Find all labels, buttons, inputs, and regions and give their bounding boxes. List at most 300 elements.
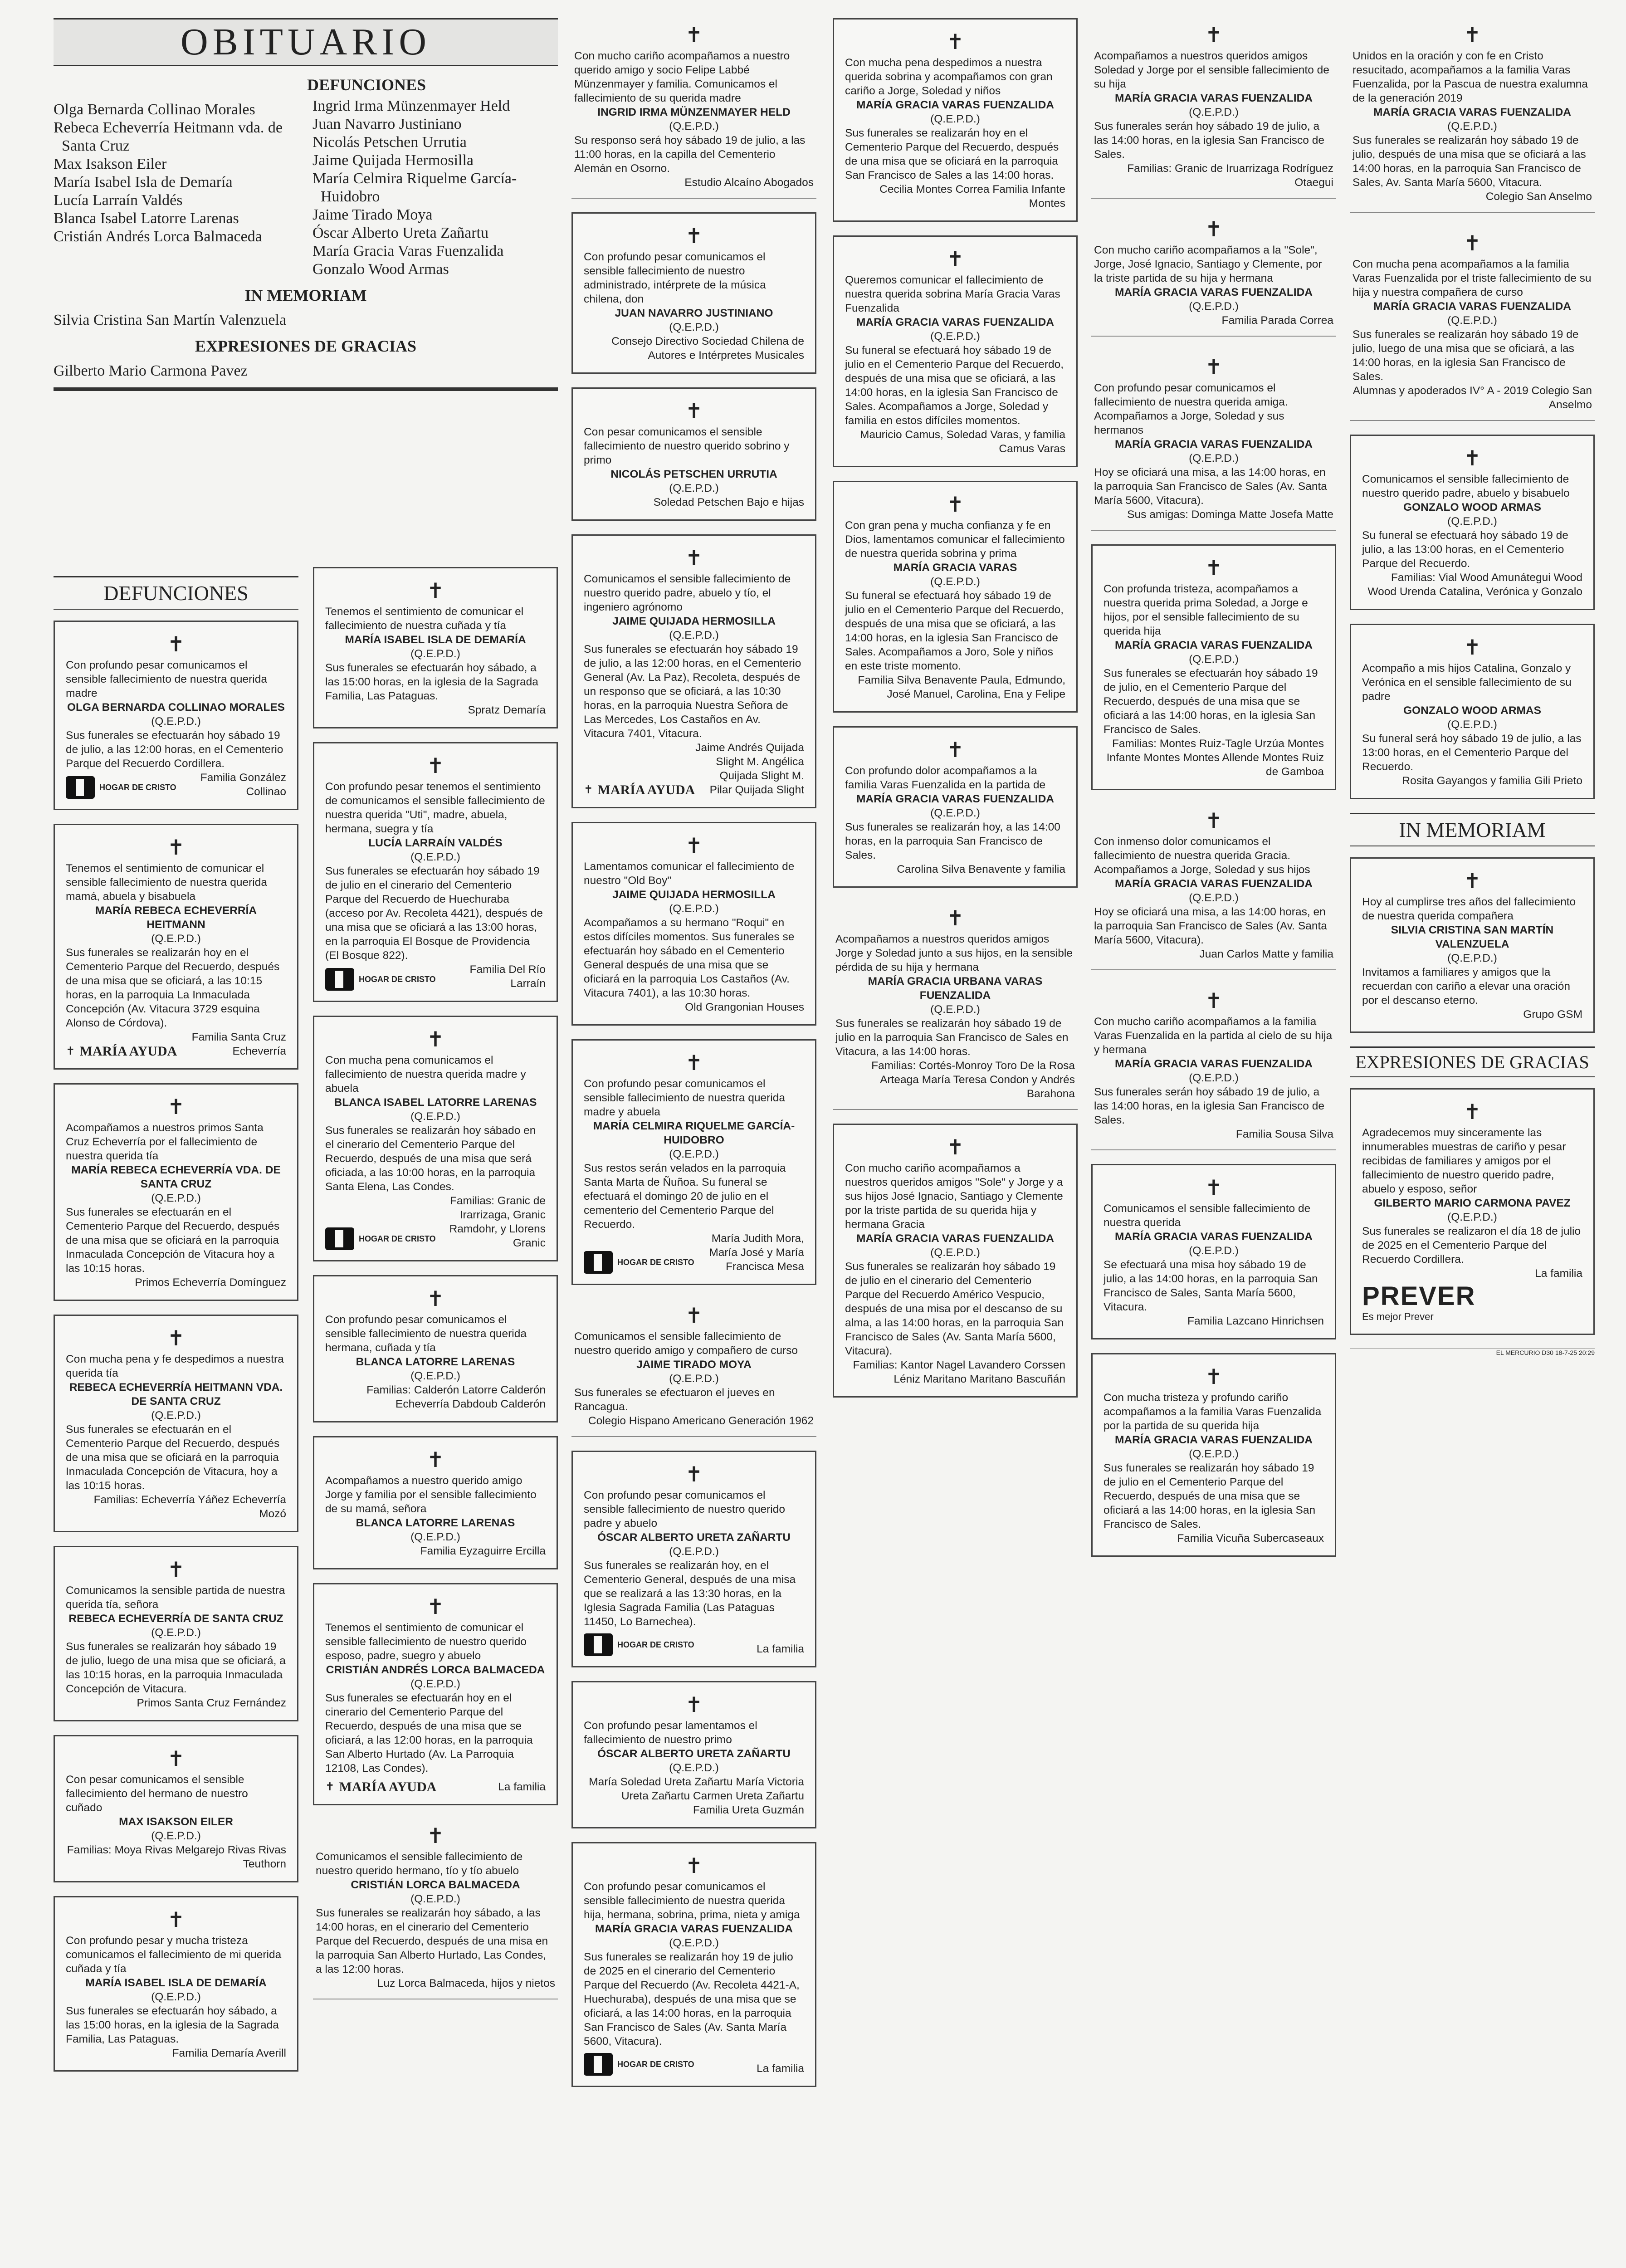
notice-intro: Comunicamos el sensible fallecimiento de nuestro querido hermano, tío y tío abuelo bbox=[316, 1851, 523, 1877]
notice-intro: Con mucha pena acompañamos a la familia Varas Fuenzalida por el triste fallecimiento de su hija y nuestra compañera de curso bbox=[1353, 258, 1592, 298]
hogar-de-cristo-icon bbox=[584, 2053, 613, 2076]
notice-signature: La familia bbox=[1535, 1267, 1582, 1280]
index-item: Gonzalo Wood Armas bbox=[313, 261, 449, 278]
notice-intro: Con mucha pena comunicamos el fallecimiento de nuestra querida madre y abuela bbox=[325, 1054, 526, 1095]
memoriam-notice bbox=[1350, 857, 1595, 1033]
obituary-notice bbox=[1091, 804, 1336, 970]
maria-ayuda-logo bbox=[325, 1780, 436, 1794]
cross-icon: ✝ bbox=[1463, 635, 1481, 660]
index-memoriam-list bbox=[54, 311, 558, 329]
notice-intro: Con gran pena y mucha confianza y fe en Dios, lamentamos comunicar el fallecimiento de nuestra querida sobrina y prima bbox=[845, 519, 1065, 560]
notice-qepd: (Q.E.P.D.) bbox=[1189, 653, 1239, 665]
cross-icon: ✝ bbox=[946, 738, 964, 762]
notice-signature: Familia Eyzaguirre Ercilla bbox=[420, 1545, 546, 1557]
notice-footer bbox=[574, 1414, 814, 1428]
maria-ayuda-text: MARÍA AYUDA bbox=[339, 1779, 437, 1794]
notice-signature: María Judith Mora, María José y María Francisca Mesa bbox=[709, 1232, 804, 1273]
notice-intro: Con profunda tristeza, acompañamos a nuestra querida prima Soledad, a Jorge e hijos, por el sensible fallecimiento de su querida hija bbox=[1104, 583, 1308, 637]
maria-ayuda-cross-icon: ✝ bbox=[66, 1045, 75, 1057]
notice-signature: Familia Demaría Averill bbox=[172, 2047, 286, 2059]
notice-name: MARÍA GRACIA VARAS FUENZALIDA bbox=[1115, 878, 1313, 890]
section-heading-memoriam: IN MEMORIAM bbox=[1350, 813, 1595, 846]
cross-icon: ✝ bbox=[167, 1746, 185, 1771]
notice-signature: Familia Silva Benavente Paula, Edmundo, José Manuel, Carolina, Ena y Felipe bbox=[858, 674, 1065, 700]
hogar-de-cristo-logo bbox=[584, 1251, 694, 1274]
notice-footer bbox=[584, 1000, 804, 1014]
cross-icon: ✝ bbox=[1205, 23, 1223, 47]
notice-footer bbox=[1094, 1127, 1333, 1141]
notice-intro: Hoy al cumplirse tres años del fallecimiento de nuestra querida compañera bbox=[1362, 896, 1576, 922]
obituary-notice bbox=[833, 901, 1078, 1110]
notice-intro: Acompañamos a nuestros queridos amigos Jorge y Soledad junto a sus hijos, en la sensible pérdida de su hija y hermana bbox=[835, 933, 1073, 973]
column-1-notices bbox=[54, 621, 298, 2072]
notice-body: Se efectuará una misa hoy sábado 19 de julio, a las 14:00 horas, en la parroquia San Francisco de Sales, Santa María 5600, Vitacura. bbox=[1104, 1259, 1318, 1313]
notice-footer bbox=[835, 1059, 1075, 1101]
notice-qepd: (Q.E.P.D.) bbox=[1447, 1211, 1497, 1223]
index-item: Olga Bernarda Collinao Morales bbox=[54, 101, 255, 118]
notice-signature: Familia Vicuña Subercaseaux bbox=[1177, 1532, 1324, 1545]
notice-intro: Con profundo pesar y mucha tristeza comunicamos el fallecimiento de mi querida cuñada y tía bbox=[66, 1935, 282, 1975]
obituary-notice bbox=[571, 387, 816, 521]
notice-footer bbox=[845, 673, 1065, 701]
column-5 bbox=[1091, 18, 1336, 1570]
index-item: Lucía Larraín Valdés bbox=[54, 192, 183, 209]
notice-signature: María Soledad Ureta Zañartu María Victoria Ureta Zañartu Carmen Ureta Zañartu Familia Ureta Guzmán bbox=[589, 1776, 804, 1816]
cross-icon: ✝ bbox=[946, 1135, 964, 1159]
notice-intro: Con profundo pesar comunicamos el sensible fallecimiento de nuestro administrado, intérprete de la música chilena, don bbox=[584, 251, 766, 305]
footer-credit: EL MERCURIO D30 18-7-25 20:29 bbox=[1350, 1349, 1595, 1356]
notice-body: Sus funerales se realizarán hoy en el Cementerio Parque del Recuerdo, después de una misa que se oficiará en la parroquia San Francisco de Sales a las 14:00 horas. bbox=[845, 127, 1059, 181]
notice-footer bbox=[1094, 947, 1333, 961]
notice-body: Sus funerales se efectuarán hoy sábado 19 de julio, en el Cementerio Parque del Recuerdo, después de una misa que se oficiará a las 14:00 horas, en la iglesia San Francisco de Sales. bbox=[1104, 667, 1318, 736]
notice-name: MARÍA GRACIA VARAS FUENZALIDA bbox=[1115, 639, 1313, 651]
index-gracias-list bbox=[54, 362, 558, 380]
notice-signature: Familias: Kantor Nagel Lavandero Corssen Léniz Maritano Maritano Bascuñán bbox=[853, 1359, 1065, 1385]
notice-name: BLANCA LATORRE LARENAS bbox=[356, 1356, 515, 1368]
notice-intro: Comunicamos el sensible fallecimiento de nuestro querido padre, abuelo y tío, el ingeniero agrónomo bbox=[584, 573, 791, 613]
notice-intro: Con mucho cariño acompañamos a nuestros queridos amigos "Sole" y Jorge y a sus hijos José Ignacio, Santiago y Clemente por la triste partida de su querida hija y hermana Gracia bbox=[845, 1162, 1063, 1231]
cross-icon: ✝ bbox=[685, 833, 703, 858]
notice-name: MARÍA GRACIA VARAS FUENZALIDA bbox=[1373, 300, 1571, 313]
obituary-notice bbox=[54, 1083, 298, 1301]
cross-icon: ✝ bbox=[426, 753, 444, 778]
notice-name: MARÍA REBECA ECHEVERRÍA VDA. DE SANTA CRUZ bbox=[71, 1164, 281, 1190]
index-item: María Celmira Riquelme García-Huidobro bbox=[313, 170, 517, 205]
notice-name: JAIME QUIJADA HERMOSILLA bbox=[612, 889, 776, 901]
cross-icon: ✝ bbox=[167, 1907, 185, 1932]
notice-name: MARÍA GRACIA VARAS FUENZALIDA bbox=[1115, 1231, 1313, 1243]
notice-intro: Con profundo pesar lamentamos el fallecimiento de nuestro primo bbox=[584, 1720, 757, 1746]
column-5-notices bbox=[1091, 18, 1336, 1557]
notice-name: MARÍA GRACIA URBANA VARAS FUENZALIDA bbox=[868, 975, 1043, 1002]
notice-body: Su funeral se efectuará hoy sábado 19 de julio en el Cementerio Parque del Recuerdo, después de una misa que se oficiará, a las 14:00 horas, en la iglesia San Francisco de Sales. Acompañamos a Jorge, Soledad y familia en estos difíciles momentos. bbox=[845, 344, 1064, 427]
notice-intro: Con profundo pesar comunicamos el sensible fallecimiento de nuestra querida hermana, cuñada y tía bbox=[325, 1314, 527, 1354]
notice-qepd: (Q.E.P.D.) bbox=[930, 330, 980, 342]
cross-icon: ✝ bbox=[946, 29, 964, 54]
notice-intro: Con profundo pesar tenemos el sentimiento de comunicamos el sensible fallecimiento de nuestra querida "Uti", madre, abuela, hermana, suegra y tía bbox=[325, 781, 545, 835]
notice-qepd: (Q.E.P.D.) bbox=[151, 715, 201, 728]
notice-intro: Lamentamos comunicar el fallecimiento de nuestro "Old Boy" bbox=[584, 860, 795, 887]
notice-footer bbox=[325, 1194, 546, 1250]
notice-intro: Comunicamos la sensible partida de nuestra querida tía, señora bbox=[66, 1584, 285, 1611]
notice-footer bbox=[584, 1232, 804, 1274]
obituary-notice bbox=[571, 822, 816, 1026]
cross-icon: ✝ bbox=[1463, 1100, 1481, 1124]
index-item: Jaime Quijada Hermosilla bbox=[313, 152, 474, 169]
notice-footer bbox=[325, 1383, 546, 1411]
notice-name: MARÍA GRACIA VARAS FUENZALIDA bbox=[1115, 1434, 1313, 1446]
page-title: OBITUARIO bbox=[181, 21, 431, 63]
notice-signature: Grupo GSM bbox=[1523, 1008, 1582, 1021]
notice-intro: Comunicamos el sensible fallecimiento de nuestro querido padre, abuelo y bisabuelo bbox=[1362, 473, 1570, 499]
hogar-de-cristo-logo bbox=[66, 776, 176, 799]
notice-signature: Familia Sousa Silva bbox=[1235, 1128, 1333, 1140]
notice-signature: Familias: Moya Rivas Melgarejo Rivas Rivas Teuthorn bbox=[67, 1844, 286, 1870]
notice-body: Sus funerales se realizarán hoy sábado 19 de julio, luego de una misa que se oficiará, a las 10:15 horas, en la parroquia Inmaculada Concepción de Vitacura. bbox=[66, 1641, 286, 1695]
notice-footer bbox=[1094, 313, 1333, 327]
cross-icon: ✝ bbox=[685, 1692, 703, 1717]
notice-qepd: (Q.E.P.D.) bbox=[410, 1370, 460, 1382]
notice-footer bbox=[325, 1544, 546, 1558]
notice-footer bbox=[1094, 508, 1333, 522]
obituary-notice bbox=[571, 212, 816, 374]
index-item: Silvia Cristina San Martín Valenzuela bbox=[54, 312, 287, 328]
notice-footer bbox=[845, 1358, 1065, 1386]
notice-qepd: (Q.E.P.D.) bbox=[151, 1192, 201, 1204]
index-item: María Isabel Isla de Demaría bbox=[54, 174, 233, 191]
obituary-notice bbox=[1091, 212, 1336, 337]
notice-name: CRISTIÁN ANDRÉS LORCA BALMACEDA bbox=[326, 1664, 545, 1676]
notice-name: SILVIA CRISTINA SAN MARTÍN VALENZUELA bbox=[1391, 924, 1554, 950]
obituary-notice bbox=[1091, 1164, 1336, 1339]
maria-ayuda-text: MARÍA AYUDA bbox=[79, 1044, 177, 1059]
notice-name: MARÍA REBECA ECHEVERRÍA HEITMANN bbox=[95, 904, 257, 931]
notice-body: Sus funerales se efectuarán hoy en el cinerario del Cementerio Parque del Recuerdo, después de una misa que se oficiará, a las 12:00 horas, en la parroquia San Alberto Hurtado (Av. La Parroquia 12108, Las Condes). bbox=[325, 1692, 533, 1774]
cross-icon: ✝ bbox=[1205, 1175, 1223, 1200]
notice-name: GONZALO WOOD ARMAS bbox=[1403, 501, 1541, 513]
index-item: Ingrid Irma Münzenmayer Held bbox=[313, 98, 510, 114]
notice-signature: Familias: Montes Ruiz-Tagle Urzúa Montes Infante Montes Montes Allende Montes Ruiz de Gamboa bbox=[1106, 738, 1324, 778]
section-heading-defunciones: DEFUNCIONES bbox=[54, 576, 298, 610]
notice-name: CRISTIÁN LORCA BALMACEDA bbox=[351, 1879, 520, 1891]
notice-body: Sus funerales se realizaron el día 18 de julio de 2025 en el Cementerio Parque del Recuerdo Cordillera. bbox=[1362, 1225, 1581, 1266]
prever-logo-text: PREVER bbox=[1362, 1281, 1476, 1311]
cross-icon: ✝ bbox=[685, 546, 703, 570]
column-6-notices bbox=[1350, 18, 1595, 799]
cross-icon: ✝ bbox=[685, 23, 703, 47]
hogar-de-cristo-text: HOGAR DE CRISTO bbox=[359, 975, 436, 984]
obituary-notice bbox=[1350, 226, 1595, 421]
notice-signature: Alumnas y apoderados IV° A - 2019 Colegio San Anselmo bbox=[1353, 385, 1592, 411]
index-item: Jaime Tirado Moya bbox=[313, 206, 433, 223]
notice-footer bbox=[1362, 571, 1582, 599]
obituary-notice bbox=[833, 481, 1078, 713]
hogar-de-cristo-icon bbox=[584, 1251, 613, 1274]
notice-intro: Con mucho cariño acompañamos a la familia Varas Fuenzalida en la partida al cielo de su hija y hermana bbox=[1094, 1016, 1333, 1056]
notice-name: MARÍA GRACIA VARAS FUENZALIDA bbox=[1373, 106, 1571, 118]
notice-name: MARÍA GRACIA VARAS FUENZALIDA bbox=[1115, 92, 1313, 104]
obituary-notice bbox=[833, 235, 1078, 467]
notice-qepd: (Q.E.P.D.) bbox=[410, 1678, 460, 1690]
notice-signature: La familia bbox=[757, 1643, 804, 1655]
column-6 bbox=[1350, 18, 1595, 1356]
cross-icon: ✝ bbox=[1463, 231, 1481, 255]
notice-name: MARÍA ISABEL ISLA DE DEMARÍA bbox=[85, 1977, 267, 1989]
maria-ayuda-logo bbox=[584, 783, 695, 797]
notice-body: Sus funerales se realizarán hoy sábado 19 de julio en el Cementerio Parque del Recuerdo, después de una misa que se oficiará a las 14:00 horas, en la iglesia San Francisco de Sales. bbox=[1104, 1462, 1316, 1530]
notice-qepd: (Q.E.P.D.) bbox=[669, 903, 719, 915]
cross-icon: ✝ bbox=[685, 1853, 703, 1878]
notice-name: GONZALO WOOD ARMAS bbox=[1403, 704, 1541, 717]
notice-signature: Colegio Hispano Americano Generación 1962 bbox=[588, 1415, 814, 1427]
notice-signature: Sus amigas: Dominga Matte Josefa Matte bbox=[1127, 508, 1333, 521]
obituary-notice bbox=[313, 1583, 558, 1805]
notice-intro: Con mucha pena y fe despedimos a nuestra querida tía bbox=[66, 1353, 284, 1379]
notice-body: Sus funerales se efectuarán en el Cementerio Parque del Recuerdo, después de una misa que se oficiará en la parroquia Inmaculada Concepción de Vitacura, hoy a las 10:15 horas. bbox=[66, 1423, 280, 1492]
notice-name: MAX ISAKSON EILER bbox=[119, 1816, 233, 1828]
cross-icon: ✝ bbox=[1205, 355, 1223, 379]
maria-ayuda-text: MARÍA AYUDA bbox=[597, 782, 695, 797]
notice-footer bbox=[66, 1493, 286, 1521]
notice-qepd: (Q.E.P.D.) bbox=[669, 321, 719, 333]
notice-signature: Spratz Demaría bbox=[468, 704, 546, 716]
notice-signature: Familias: Calderón Latorre Calderón Echeverría Dabdoub Calderón bbox=[366, 1384, 546, 1410]
obituary-notice bbox=[54, 621, 298, 810]
notice-signature: Soledad Petschen Bajo e hijas bbox=[653, 496, 804, 508]
index-item: María Gracia Varas Fuenzalida bbox=[313, 243, 504, 259]
notice-intro: Acompañamos a nuestros queridos amigos Soledad y Jorge por el sensible fallecimiento de su hija bbox=[1094, 50, 1329, 90]
notice-intro: Tenemos el sentimiento de comunicar el sensible fallecimiento de nuestro querido esposo, padre, suegro y abuelo bbox=[325, 1622, 527, 1662]
notice-footer bbox=[1104, 1314, 1324, 1328]
notice-intro: Con pesar comunicamos el sensible fallecimiento del hermano de nuestro cuñado bbox=[66, 1774, 248, 1814]
notice-name: JUAN NAVARRO JUSTINIANO bbox=[615, 307, 773, 319]
section-heading-gracias: EXPRESIONES DE GRACIAS bbox=[1350, 1046, 1595, 1077]
notice-qepd: (Q.E.P.D.) bbox=[1189, 452, 1239, 464]
hogar-de-cristo-icon bbox=[584, 1633, 613, 1656]
obituary-notice bbox=[571, 1681, 816, 1828]
notice-name: OLGA BERNARDA COLLINAO MORALES bbox=[67, 701, 285, 714]
index-defunciones-heading: DEFUNCIONES bbox=[307, 76, 426, 94]
column-4 bbox=[833, 18, 1078, 1411]
notice-name: MARÍA GRACIA VARAS FUENZALIDA bbox=[856, 793, 1054, 805]
notice-qepd: (Q.E.P.D.) bbox=[930, 1003, 980, 1016]
notice-qepd: (Q.E.P.D.) bbox=[151, 1830, 201, 1842]
notice-body: Sus funerales se efectuarán hoy sábado, a las 15:00 horas, en la iglesia de la Sagrada Familia, Las Pataguas. bbox=[66, 2005, 279, 2045]
notice-intro: Queremos comunicar el fallecimiento de nuestra querida sobrina María Gracia Varas Fuenzalida bbox=[845, 274, 1060, 314]
notice-signature: Cecilia Montes Correa Familia Infante Montes bbox=[879, 183, 1065, 210]
notice-qepd: (Q.E.P.D.) bbox=[1189, 106, 1239, 118]
notice-body: Hoy se oficiará una misa, a las 14:00 horas, en la parroquia San Francisco de Sales (Av. Santa María 5600, Vitacura). bbox=[1094, 466, 1327, 507]
cross-icon: ✝ bbox=[1205, 1364, 1223, 1389]
notice-intro: Acompañamos a nuestros primos Santa Cruz Echeverría por el fallecimiento de nuestra querida tía bbox=[66, 1122, 264, 1162]
notice-body: Sus funerales se realizarán hoy sábado 19 de julio, después de una misa que se oficiará a las 14:00 horas, en la parroquia San Francisco de Sales, Av. Santa María 5600, Vitacura. bbox=[1353, 134, 1586, 189]
cross-icon: ✝ bbox=[1463, 446, 1481, 470]
notice-signature: Estudio Alcaíno Abogados bbox=[684, 176, 814, 189]
notice-intro: Unidos en la oración y con fe en Cristo resucitado, acompañamos a la familia Varas Fuenzalida, por la Pascua de nuestra exalumna de la generación 2019 bbox=[1353, 50, 1588, 104]
maria-ayuda-logo bbox=[66, 1044, 177, 1058]
notice-qepd: (Q.E.P.D.) bbox=[151, 1991, 201, 2003]
cross-icon: ✝ bbox=[1463, 869, 1481, 893]
hogar-de-cristo-icon bbox=[66, 776, 95, 799]
notice-qepd: (Q.E.P.D.) bbox=[410, 1110, 460, 1123]
hogar-de-cristo-text: HOGAR DE CRISTO bbox=[617, 2060, 694, 2069]
cross-icon: ✝ bbox=[946, 492, 964, 517]
notice-name: MARÍA GRACIA VARAS FUENZALIDA bbox=[595, 1923, 793, 1935]
obituary-notice bbox=[54, 1735, 298, 1882]
notice-signature: Familia González Collinao bbox=[200, 772, 286, 798]
notice-intro: Con inmenso dolor comunicamos el fallecimiento de nuestra querida Gracia. Acompañamos a Jorge, Soledad y sus hijos bbox=[1094, 836, 1310, 876]
obituary-notice bbox=[54, 1546, 298, 1721]
notice-signature: Colegio San Anselmo bbox=[1485, 191, 1592, 203]
notice-footer bbox=[1094, 161, 1333, 190]
notice-footer bbox=[584, 1629, 804, 1656]
obituary-notice bbox=[1091, 350, 1336, 531]
gracias-notice bbox=[1350, 1088, 1595, 1335]
notice-body: Su funeral se efectuará hoy sábado 19 de julio en el Cementerio Parque del Recuerdo, después de una misa que se oficiará, a las 14:00 horas, en la iglesia San Francisco de Sales. Acompañamos a Joro, Sole y niños en este triste momento. bbox=[845, 590, 1064, 672]
index-item: Gilberto Mario Carmona Pavez bbox=[54, 362, 248, 379]
obituary-notice bbox=[571, 1299, 816, 1437]
notice-qepd: (Q.E.P.D.) bbox=[930, 1246, 980, 1259]
index-gracias-heading: EXPRESIONES DE GRACIAS bbox=[195, 337, 417, 355]
obituary-notice bbox=[313, 1436, 558, 1569]
notice-intro: Acompañamos a nuestro querido amigo Jorge y familia por el sensible fallecimiento de su mamá, señora bbox=[325, 1475, 537, 1515]
obituary-notice bbox=[1091, 984, 1336, 1150]
notice-body: Sus funerales serán hoy sábado 19 de julio, a las 14:00 horas, en la iglesia San Francisco de Sales. bbox=[1094, 120, 1324, 161]
cross-icon: ✝ bbox=[1463, 23, 1481, 47]
notice-qepd: (Q.E.P.D.) bbox=[1447, 719, 1497, 731]
notice-signature: Primos Santa Cruz Fernández bbox=[137, 1697, 286, 1709]
notice-signature: Familia Santa Cruz Echeverría bbox=[191, 1031, 286, 1057]
notice-qepd: (Q.E.P.D.) bbox=[151, 933, 201, 945]
notice-name: BLANCA ISABEL LATORRE LARENAS bbox=[334, 1096, 537, 1109]
notice-qepd: (Q.E.P.D.) bbox=[669, 1762, 719, 1774]
cross-icon: ✝ bbox=[685, 399, 703, 423]
hogar-de-cristo-logo bbox=[584, 2053, 694, 2076]
notice-name: LUCÍA LARRAÍN VALDÉS bbox=[368, 837, 503, 849]
notice-intro: Tenemos el sentimiento de comunicar el sensible fallecimiento de nuestra querida mamá, abuela y bisabuela bbox=[66, 862, 267, 903]
notice-qepd: (Q.E.P.D.) bbox=[669, 1148, 719, 1160]
notice-signature: Jaime Andrés Quijada Slight M. Angélica Quijada Slight M. Pilar Quijada Slight bbox=[695, 742, 804, 796]
hogar-de-cristo-text: HOGAR DE CRISTO bbox=[617, 1640, 694, 1649]
notice-body: Invitamos a familiares y amigos que la recuerdan con cariño a elevar una oración por el descanso eterno. bbox=[1362, 966, 1570, 1007]
notice-name: MARÍA GRACIA VARAS FUENZALIDA bbox=[1115, 286, 1313, 298]
notice-qepd: (Q.E.P.D.) bbox=[1447, 314, 1497, 327]
column-2-notices bbox=[313, 567, 558, 1999]
notice-intro: Con profundo pesar comunicamos el fallecimiento de nuestra querida amiga. Acompañamos a Jorge, Soledad y sus hermanos bbox=[1094, 382, 1288, 436]
notice-body: Sus restos serán velados en la parroquia Santa Marta de Ñuñoa. Su funeral se efectuará el domingo 20 de julio en el cementerio del Cementerio Parque del Recuerdo. bbox=[584, 1162, 786, 1231]
obituary-notice bbox=[1350, 435, 1595, 610]
column-2 bbox=[313, 567, 558, 2013]
cross-icon: ✝ bbox=[946, 906, 964, 930]
hogar-de-cristo-icon bbox=[325, 968, 354, 991]
column-3-notices bbox=[571, 18, 816, 2087]
notice-name: MARÍA GRACIA VARAS FUENZALIDA bbox=[1115, 1058, 1313, 1070]
notice-body: Sus funerales se efectuarán hoy sábado 19 de julio, a las 12:00 horas, en el Cementerio General (Av. La Paz), Recoleta, después de un responso que se oficiará, a las 10:30 horas, en la parroquia Nuestra Señora de Las Mercedes, Los Castaños en Av. Vitacura 7401, Vitacura. bbox=[584, 643, 801, 740]
notice-name: ÓSCAR ALBERTO URETA ZAÑARTU bbox=[597, 1531, 791, 1544]
notice-signature: Familias: Cortés-Monroy Toro De la Rosa Arteaga María Teresa Condon y Andrés Barahona bbox=[871, 1060, 1075, 1100]
notice-signature: Familia Del Río Larraín bbox=[469, 963, 546, 990]
index-item: Juan Navarro Justiniano bbox=[313, 116, 462, 132]
notice-footer bbox=[845, 428, 1065, 456]
obituary-notice bbox=[54, 824, 298, 1070]
notice-intro: Con profundo pesar comunicamos el sensible fallecimiento de nuestra querida hija, hermana, sobrina, prima, nieta y amiga bbox=[584, 1881, 800, 1921]
maria-ayuda-cross-icon: ✝ bbox=[584, 784, 593, 796]
notice-footer bbox=[66, 1843, 286, 1871]
index-list-right bbox=[313, 97, 558, 279]
notice-footer bbox=[584, 495, 804, 509]
notice-intro: Con profundo dolor acompañamos a la familia Varas Fuenzalida en la partida de bbox=[845, 765, 1046, 791]
notice-body: Sus funerales se realizarán hoy sábado 19 de julio, luego de una misa que se oficiará, a las 14:00 horas, en la iglesia San Francisco de Sales. bbox=[1353, 328, 1579, 383]
index-item: Nicolás Petschen Urrutia bbox=[313, 134, 467, 151]
notice-name: REBECA ECHEVERRÍA DE SANTA CRUZ bbox=[68, 1613, 283, 1625]
notice-signature: Old Grangonian Houses bbox=[685, 1001, 804, 1013]
notice-signature: Familias: Granic de Irarrizaga, Granic Ramdohr, y Llorens Granic bbox=[449, 1195, 546, 1249]
notice-signature: Carolina Silva Benavente y familia bbox=[897, 863, 1065, 875]
obituary-notice bbox=[571, 1039, 816, 1285]
prever-logo bbox=[1362, 1283, 1582, 1324]
hogar-de-cristo-logo bbox=[325, 1227, 436, 1250]
cross-icon: ✝ bbox=[946, 247, 964, 271]
maria-ayuda-cross-icon: ✝ bbox=[325, 1781, 335, 1793]
notice-qepd: (Q.E.P.D.) bbox=[669, 629, 719, 641]
notice-name: ÓSCAR ALBERTO URETA ZAÑARTU bbox=[597, 1748, 791, 1760]
notice-signature: Juan Carlos Matte y familia bbox=[1199, 948, 1333, 960]
obituary-notice bbox=[313, 1275, 558, 1422]
cross-icon: ✝ bbox=[1205, 217, 1223, 241]
notice-name: BLANCA LATORRE LARENAS bbox=[356, 1517, 515, 1529]
notice-intro: Con pesar comunicamos el sensible fallecimiento de nuestro querido sobrino y primo bbox=[584, 426, 790, 466]
notice-footer bbox=[66, 1030, 286, 1058]
notice-intro: Agradecemos muy sinceramente las innumerables muestras de cariño y pesar recibidas de familiares y amigos por el fallecimiento de nuestro querido padre, abuelo y esposo, señor bbox=[1362, 1127, 1566, 1195]
notice-footer bbox=[1104, 1531, 1324, 1545]
notice-footer bbox=[1353, 190, 1592, 204]
index-item: Óscar Alberto Ureta Zañartu bbox=[313, 225, 488, 241]
notice-qepd: (Q.E.P.D.) bbox=[151, 1627, 201, 1639]
notice-footer bbox=[66, 2046, 286, 2060]
notice-name: MARÍA GRACIA VARAS FUENZALIDA bbox=[1115, 438, 1313, 450]
notice-qepd: (Q.E.P.D.) bbox=[410, 648, 460, 660]
notice-footer bbox=[1104, 737, 1324, 779]
notice-qepd: (Q.E.P.D.) bbox=[930, 807, 980, 819]
notice-name: MARÍA ISABEL ISLA DE DEMARÍA bbox=[345, 634, 526, 646]
notice-signature: Familias: Echeverría Yáñez Echeverría Mozó bbox=[93, 1494, 286, 1520]
notice-name: JAIME TIRADO MOYA bbox=[636, 1359, 752, 1371]
hogar-de-cristo-text: HOGAR DE CRISTO bbox=[359, 1234, 436, 1243]
notice-footer bbox=[66, 771, 286, 799]
index-item: Cristián Andrés Lorca Balmaceda bbox=[54, 228, 262, 245]
notice-body: Sus funerales se realizarán hoy 19 de julio de 2025 en el cinerario del Cementerio Parque del Recuerdo (Av. Recoleta 4421-A, Huechuraba), después de una misa que se oficiará, a las 14:00 horas, en la parroquia San Francisco de Sales (Av. Santa María 5600, Vitacura). bbox=[584, 1951, 800, 2048]
notice-name: REBECA ECHEVERRÍA HEITMANN VDA. DE SANTA CRUZ bbox=[69, 1381, 283, 1408]
notice-signature: Primos Echeverría Domínguez bbox=[135, 1276, 286, 1289]
notice-intro: Comunicamos el sensible fallecimiento de nuestra querida bbox=[1104, 1202, 1311, 1229]
hogar-de-cristo-logo bbox=[584, 1633, 694, 1656]
obituary-notice bbox=[833, 18, 1078, 222]
notice-qepd: (Q.E.P.D.) bbox=[669, 482, 719, 494]
cross-icon: ✝ bbox=[167, 1557, 185, 1582]
cross-icon: ✝ bbox=[167, 1095, 185, 1119]
notice-name: JAIME QUIJADA HERMOSILLA bbox=[612, 615, 776, 627]
notice-signature: Familia Parada Correa bbox=[1221, 314, 1333, 327]
notice-footer bbox=[66, 1696, 286, 1710]
notice-footer bbox=[325, 963, 546, 991]
notice-signature: Familia Lazcano Hinrichsen bbox=[1187, 1315, 1324, 1327]
obituary-notice bbox=[313, 567, 558, 728]
notice-qepd: (Q.E.P.D.) bbox=[1189, 892, 1239, 904]
cross-icon: ✝ bbox=[1205, 556, 1223, 580]
notice-qepd: (Q.E.P.D.) bbox=[1189, 1072, 1239, 1084]
obituary-notice bbox=[313, 1016, 558, 1261]
notice-intro: Con profundo pesar comunicamos el sensible fallecimiento de nuestra querida madre bbox=[66, 659, 267, 699]
